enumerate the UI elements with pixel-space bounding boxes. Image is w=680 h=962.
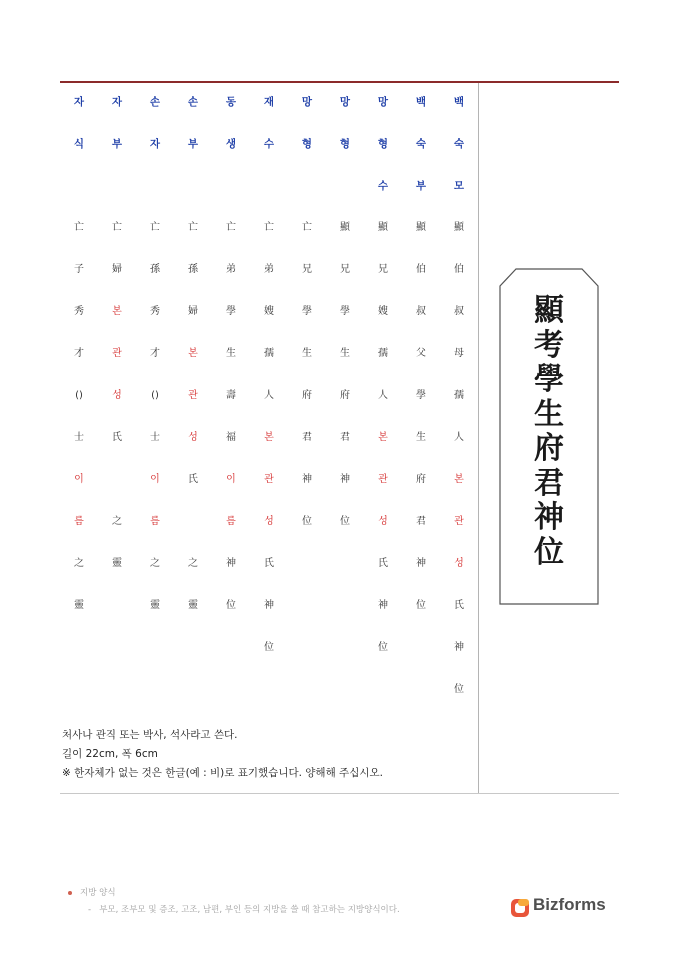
column-char (137, 179, 173, 221)
column-heading-char: 자 (73, 96, 85, 108)
column-char: 神 (340, 474, 350, 485)
column-char: 성 (454, 558, 464, 569)
footer-description-text: 부모, 조부모 및 증조, 고조, 남편, 부인 등의 지방을 쓸 때 참고하는 지방양식이다. (99, 905, 400, 915)
footer-category-label: 지방 양식 (80, 888, 116, 898)
column-char: 본 (188, 348, 198, 359)
column-sonbu (175, 95, 211, 641)
column-heading-char: 부 (415, 180, 427, 192)
column-char: 父 (416, 348, 426, 359)
column-char: () (151, 390, 159, 401)
column-char: 弟 (226, 264, 236, 275)
column-char: 府 (340, 390, 350, 401)
column-char: 叔 (454, 306, 464, 317)
column-char: 靈 (112, 558, 122, 569)
column-char: 顯 (378, 222, 388, 233)
column-char: 본 (264, 432, 274, 443)
column-heading-char: 형 (377, 138, 389, 150)
footer-description: - 부모, 조부모 및 증조, 고조, 남편, 부인 등의 지방을 쓸 때 참고하는 지방양식이다. (88, 905, 400, 915)
column-char: 孫 (150, 264, 160, 275)
column-char: 之 (150, 558, 160, 569)
tablet-char: 考 (534, 327, 564, 363)
column-heading-char: 수 (263, 138, 275, 150)
column-char (213, 179, 249, 221)
column-char: 관 (264, 474, 274, 485)
column-char: 兄 (378, 264, 388, 275)
column-char: 婦 (112, 264, 122, 275)
column-char: 顯 (416, 222, 426, 233)
column-char: 生 (302, 348, 312, 359)
column-heading-char: 형 (339, 138, 351, 150)
column-char: 靈 (150, 600, 160, 611)
column-char: 성 (378, 516, 388, 527)
column-char: 位 (302, 516, 312, 527)
column-char: 才 (74, 348, 84, 359)
column-char: 靈 (74, 600, 84, 611)
bizforms-logo-text: Bizforms (533, 895, 606, 914)
column-sonja (137, 95, 173, 641)
tablet-characters (499, 294, 599, 570)
column-char: 位 (454, 684, 464, 695)
column-char: 秀 (74, 306, 84, 317)
column-heading-char: 망 (301, 96, 313, 108)
column-char: 름 (226, 516, 236, 527)
column-char: 位 (416, 600, 426, 611)
notes (62, 726, 383, 783)
column-char: 才 (150, 348, 160, 359)
column-char: 學 (226, 306, 236, 317)
column-heading-char: 손 (149, 96, 161, 108)
column-char: 伯 (416, 264, 426, 275)
column-char: 孺 (264, 348, 274, 359)
column-char (175, 179, 211, 221)
column-char: 氏 (378, 558, 388, 569)
column-char: 본 (454, 474, 464, 485)
column-dongsaeng (213, 95, 249, 641)
column-heading-char: 식 (73, 138, 85, 150)
column-char: 靈 (188, 600, 198, 611)
column-char: 伯 (454, 264, 464, 275)
top-rule (60, 81, 619, 83)
column-char: 관 (378, 474, 388, 485)
column-char: 孫 (188, 264, 198, 275)
note-line-1: 처사나 관직 또는 박사, 석사라고 쓴다. (62, 729, 238, 741)
column-manghyeongsu (365, 95, 401, 683)
column-char: 弟 (264, 264, 274, 275)
column-char (175, 515, 211, 557)
tablet-char: 府 (534, 431, 564, 466)
column-char: 神 (454, 642, 464, 653)
note-line-3: ※ 한자체가 없는 것은 한글(예 : 비)로 표기했습니다. 양해해 주십시오. (62, 767, 383, 779)
column-char: 府 (416, 474, 426, 485)
column-heading-char: 숙 (415, 138, 427, 150)
column-char: 亡 (264, 222, 274, 233)
column-char: 秀 (150, 306, 160, 317)
column-char: 성 (188, 432, 198, 443)
column-char: 孺 (378, 348, 388, 359)
column-baeksukmo (441, 95, 477, 725)
column-heading-char: 재 (263, 96, 275, 108)
column-char: () (75, 390, 83, 401)
column-heading-char: 손 (187, 96, 199, 108)
column-char: 본 (378, 432, 388, 443)
column-char: 學 (340, 306, 350, 317)
column-char: 學 (302, 306, 312, 317)
column-char: 位 (226, 600, 236, 611)
column-char: 之 (188, 558, 198, 569)
column-char: 君 (416, 516, 426, 527)
column-heading-char: 부 (187, 138, 199, 150)
column-char: 君 (340, 432, 350, 443)
column-char: 位 (264, 642, 274, 653)
column-char: 亡 (302, 222, 312, 233)
column-char: 人 (378, 390, 388, 401)
column-char: 孺 (454, 390, 464, 401)
column-char: 氏 (264, 558, 274, 569)
tablet-char: 顯 (534, 293, 564, 328)
column-char: 이 (150, 474, 160, 485)
column-jaesu (251, 95, 287, 683)
column-char: 之 (112, 516, 122, 527)
column-char: 生 (416, 432, 426, 443)
column-char: 兄 (302, 264, 312, 275)
column-char: 이 (226, 474, 236, 485)
bottom-rule (60, 793, 619, 794)
column-char: 位 (378, 642, 388, 653)
column-char: 人 (454, 432, 464, 443)
column-char: 之 (74, 558, 84, 569)
column-char: 母 (454, 348, 464, 359)
note-line-2: 길이 22cm, 폭 6cm (62, 748, 158, 760)
column-char: 이 (74, 474, 84, 485)
column-char: 관 (188, 390, 198, 401)
column-char: 學 (416, 390, 426, 401)
column-char: 福 (226, 432, 236, 443)
column-char: 子 (74, 264, 84, 275)
column-heading-char: 백 (415, 96, 427, 108)
column-jabu (99, 95, 135, 599)
column-heading-char: 망 (377, 96, 389, 108)
column-heading-char: 수 (377, 180, 389, 192)
column-char: 亡 (226, 222, 236, 233)
column-char: 顯 (454, 222, 464, 233)
column-heading-char: 숙 (453, 138, 465, 150)
column-char: 神 (378, 600, 388, 611)
column-char: 位 (340, 516, 350, 527)
tablet-char: 君 (534, 465, 564, 501)
column-char: 神 (226, 558, 236, 569)
column-char: 生 (226, 348, 236, 359)
column-jasik (61, 95, 97, 641)
column-char: 관 (112, 348, 122, 359)
column-char: 君 (302, 432, 312, 443)
column-char: 름 (150, 516, 160, 527)
column-char: 氏 (112, 432, 122, 443)
column-char: 士 (74, 432, 84, 443)
column-char: 관 (454, 516, 464, 527)
tablet-char: 位 (534, 534, 564, 570)
column-char: 兄 (340, 264, 350, 275)
column-heading-char: 동 (225, 96, 237, 108)
column-char: 嫂 (264, 306, 274, 317)
column-char (99, 473, 135, 515)
tablet-char: 生 (534, 396, 564, 432)
column-baeksukbu (403, 95, 439, 641)
column-manghyeong2 (327, 95, 363, 557)
column-heading-char: 백 (453, 96, 465, 108)
column-char: 亡 (188, 222, 198, 233)
column-char (251, 179, 287, 221)
column-char: 亡 (112, 222, 122, 233)
column-manghyeong1 (289, 95, 325, 557)
column-char (99, 179, 135, 221)
column-char (289, 179, 325, 221)
bizforms-logo-icon (510, 898, 530, 918)
column-char: 壽 (226, 390, 236, 401)
column-char: 叔 (416, 306, 426, 317)
footer-category (68, 885, 400, 902)
column-heading-char: 자 (111, 96, 123, 108)
column-char: 府 (302, 390, 312, 401)
column-char: 본 (112, 306, 122, 317)
vertical-divider (478, 83, 479, 794)
column-char: 氏 (454, 600, 464, 611)
column-char: 士 (150, 432, 160, 443)
column-heading-char: 자 (149, 138, 161, 150)
column-char: 生 (340, 348, 350, 359)
column-char: 嫂 (378, 306, 388, 317)
column-char (61, 179, 97, 221)
column-heading-char: 생 (225, 138, 237, 150)
column-char: 婦 (188, 306, 198, 317)
column-char: 亡 (74, 222, 84, 233)
column-char: 성 (264, 516, 274, 527)
bullet-icon (68, 891, 72, 895)
column-heading-char: 모 (453, 180, 465, 192)
column-heading-char: 부 (111, 138, 123, 150)
jibang-tablet (499, 268, 599, 605)
column-char: 人 (264, 390, 274, 401)
tablet-char: 學 (534, 362, 564, 397)
column-char: 神 (264, 600, 274, 611)
tablet-char: 神 (534, 500, 564, 535)
column-char (327, 179, 363, 221)
column-char: 氏 (188, 474, 198, 485)
column-char: 顯 (340, 222, 350, 233)
column-heading-char: 형 (301, 138, 313, 150)
column-char: 亡 (150, 222, 160, 233)
footer (68, 885, 400, 919)
column-char: 름 (74, 516, 84, 527)
column-heading-char: 망 (339, 96, 351, 108)
column-char: 神 (302, 474, 312, 485)
column-char: 성 (112, 390, 122, 401)
column-char: 神 (416, 558, 426, 569)
